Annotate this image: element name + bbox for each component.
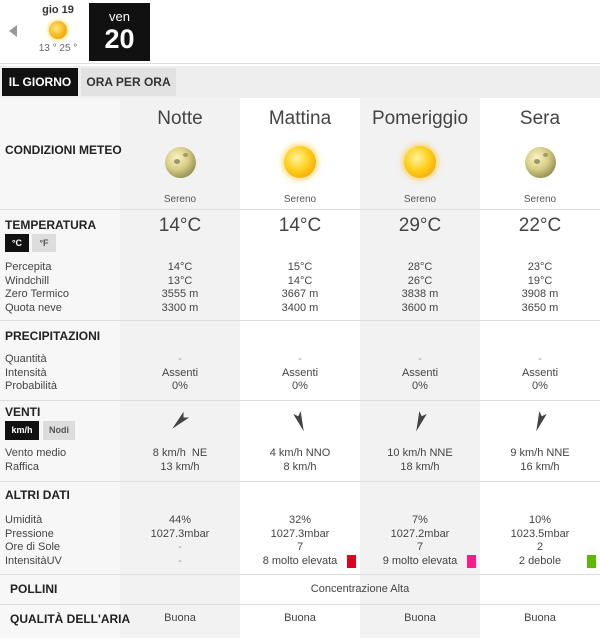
quantity-value: -	[178, 353, 182, 365]
sun-hours-value: -	[178, 541, 182, 553]
column-header-notte: Notte	[157, 108, 203, 129]
section-title-wind: VENTI	[5, 405, 41, 419]
humidity-value: 10%	[528, 514, 552, 526]
unit-kmh-button[interactable]: km/h	[5, 421, 39, 440]
intensity-value: Assenti	[161, 366, 199, 379]
wind-direction-arrow-icon	[480, 408, 600, 434]
row-divider	[0, 481, 600, 482]
humidity-value: 44%	[168, 514, 192, 526]
gust-value: 16 km/h	[520, 460, 560, 473]
unit-knots-button[interactable]: Nodi	[43, 421, 75, 440]
uv-value: 2 debole	[518, 554, 562, 567]
quantity-value: -	[298, 353, 302, 365]
condition-text: Sereno	[283, 194, 317, 205]
tab-ora-per-ora[interactable]: ORA PER ORA	[81, 68, 176, 96]
wind-value: 8 km/h NE	[152, 447, 208, 459]
day-name: gio 19	[42, 4, 74, 16]
zero-thermal-value: 3555 m	[161, 288, 199, 300]
label-intensity: Intensità	[5, 366, 47, 379]
quantity-value: -	[538, 353, 542, 365]
snow-level-value: 3600 m	[401, 301, 439, 314]
windchill-value: 19°C	[527, 274, 553, 287]
chevron-left-icon[interactable]	[9, 25, 17, 37]
windchill-value: 26°C	[407, 274, 433, 287]
condition-text: Sereno	[403, 194, 437, 205]
weather-icon-cell	[240, 144, 360, 184]
gust-value: 18 km/h	[400, 460, 440, 473]
column-header-mattina: Mattina	[268, 108, 332, 129]
day-item-current[interactable]	[89, 3, 150, 61]
label-zero-thermal: Zero Termico	[5, 288, 69, 300]
snow-level-value: 3650 m	[521, 301, 559, 314]
probability-value: 0%	[292, 380, 308, 392]
sun-icon	[284, 146, 316, 178]
snow-level-value: 3400 m	[281, 301, 319, 314]
label-wind-average: Vento medio	[5, 447, 67, 459]
windchill-value: 14°C	[287, 274, 313, 287]
unit-fahrenheit-button[interactable]: °F	[32, 234, 56, 252]
section-title-air-quality: QUALITÀ DELL'ARIA	[10, 612, 131, 626]
weather-icon-cell	[360, 144, 480, 184]
air-quality-value: Buona	[284, 612, 316, 624]
perceived-value: 23°C	[527, 261, 553, 273]
view-tabs	[0, 66, 600, 98]
gust-value: 13 km/h	[160, 460, 200, 473]
row-divider	[0, 209, 600, 210]
uv-level-swatch	[587, 555, 596, 568]
column-header-pomeriggio: Pomeriggio	[371, 108, 469, 129]
intensity-value: Assenti	[401, 366, 439, 379]
label-snow-level: Quota neve	[5, 301, 62, 314]
snow-level-value: 3300 m	[161, 301, 199, 314]
intensity-value: Assenti	[521, 366, 559, 379]
uv-level-swatch	[347, 555, 356, 568]
row-divider	[0, 604, 600, 605]
moon-icon	[525, 147, 556, 178]
unit-celsius-button[interactable]: °C	[5, 234, 29, 252]
row-divider	[0, 574, 600, 575]
perceived-value: 15°C	[287, 261, 313, 273]
day-number: 20	[104, 24, 135, 54]
uv-value: 9 molto elevata	[382, 554, 458, 567]
temperature-value: 29°C	[398, 215, 442, 236]
moon-icon	[165, 147, 196, 178]
temperature-value: 14°C	[158, 215, 202, 236]
section-title-other-data: ALTRI DATI	[5, 488, 70, 502]
quantity-value: -	[418, 353, 422, 365]
label-gust: Raffica	[5, 460, 40, 473]
pressure-value: 1027.2mbar	[390, 527, 450, 540]
condition-text: Sereno	[163, 194, 197, 205]
label-perceived: Percepita	[5, 261, 52, 273]
perceived-value: 28°C	[407, 261, 433, 273]
gust-value: 8 km/h	[283, 460, 317, 473]
wind-value: 9 km/h NNE	[510, 447, 570, 459]
humidity-value: 7%	[412, 514, 428, 526]
sun-hours-value: 2	[536, 541, 544, 553]
air-quality-value: Buona	[164, 612, 196, 624]
humidity-value: 32%	[288, 514, 312, 526]
windchill-value: 13°C	[167, 274, 193, 287]
row-divider	[0, 320, 600, 321]
probability-value: 0%	[412, 380, 428, 392]
probability-value: 0%	[532, 380, 548, 392]
air-quality-value: Buona	[404, 612, 436, 624]
wind-direction-arrow-icon	[120, 408, 240, 434]
sun-hours-value: 7	[296, 541, 304, 553]
row-divider	[0, 400, 600, 401]
uv-value: 8 molto elevata	[262, 554, 338, 567]
section-title-temperature: TEMPERATURA	[5, 218, 97, 232]
column-header-sera: Sera	[519, 108, 561, 129]
sun-icon	[49, 21, 67, 39]
weather-icon-cell	[120, 144, 240, 184]
zero-thermal-value: 3667 m	[281, 288, 319, 300]
day-selector	[0, 0, 600, 64]
sun-icon	[404, 146, 436, 178]
label-pressure: Pressione	[5, 527, 54, 540]
temperature-value: 14°C	[278, 215, 322, 236]
section-title-pollen: POLLINI	[10, 582, 58, 596]
wind-direction-arrow-icon	[240, 408, 360, 434]
pressure-value: 1023.5mbar	[510, 527, 570, 540]
temperature-value: 22°C	[518, 215, 562, 236]
tab-il-giorno[interactable]: IL GIORNO	[2, 68, 78, 96]
pollen-value: Concentrazione Alta	[310, 583, 410, 595]
day-temps: 13 ° 25 °	[38, 43, 78, 54]
zero-thermal-value: 3838 m	[401, 288, 439, 300]
day-item-prev[interactable]	[28, 3, 88, 61]
wind-value: 4 km/h NNO	[269, 447, 331, 459]
probability-value: 0%	[172, 380, 188, 392]
wind-direction-arrow-icon	[360, 408, 480, 434]
section-title-precipitation: PRECIPITAZIONI	[5, 329, 101, 343]
weather-icon-cell	[480, 144, 600, 184]
section-title-conditions: CONDIZIONI METEO	[5, 143, 122, 157]
label-windchill: Windchill	[5, 274, 50, 287]
uv-value: -	[178, 554, 182, 567]
label-uv-intensity: IntensitàUV	[5, 554, 62, 567]
day-name: ven	[109, 9, 130, 24]
zero-thermal-value: 3908 m	[521, 288, 559, 300]
label-sun-hours: Ore di Sole	[5, 541, 61, 553]
label-humidity: Umidità	[5, 514, 43, 526]
perceived-value: 14°C	[167, 261, 193, 273]
pressure-value: 1027.3mbar	[150, 527, 210, 540]
condition-text: Sereno	[523, 194, 557, 205]
intensity-value: Assenti	[281, 366, 319, 379]
uv-level-swatch	[467, 555, 476, 568]
sun-hours-value: 7	[416, 541, 424, 553]
label-probability: Probabilità	[5, 380, 57, 392]
wind-value: 10 km/h NNE	[387, 447, 453, 459]
pressure-value: 1027.3mbar	[270, 527, 330, 540]
air-quality-value: Buona	[524, 612, 556, 624]
label-quantity: Quantità	[5, 353, 47, 365]
